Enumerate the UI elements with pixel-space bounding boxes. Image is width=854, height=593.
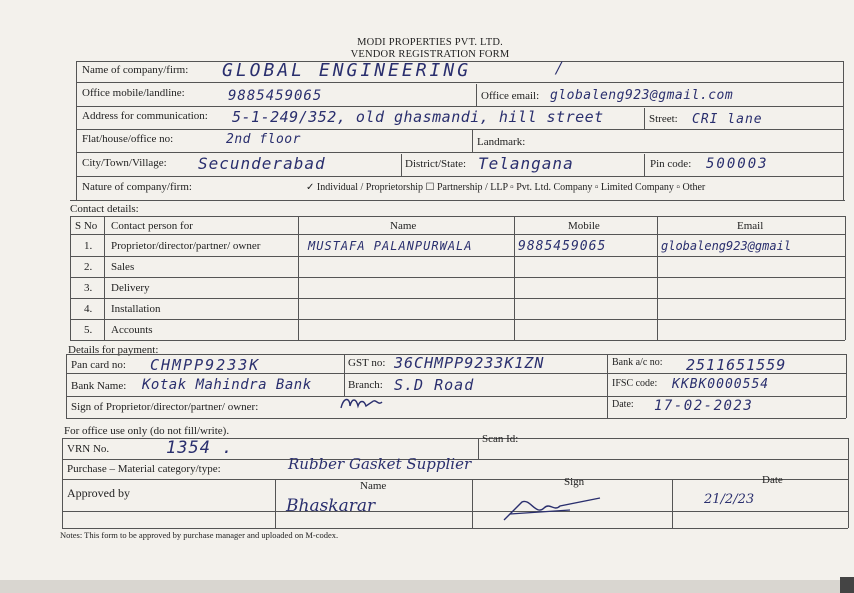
divider [70,234,845,235]
border [401,154,402,176]
approver-signature [500,496,604,524]
row-role: Accounts [111,324,153,336]
approver-date: 21/2/23 [704,492,755,507]
divider [76,176,843,177]
divider [66,396,846,397]
office-email-label: Office email: [481,90,540,102]
office-mobile-value: 9885459065 [228,88,323,104]
flat-label: Flat/house/office no: [82,133,174,145]
purchase-label: Purchase – Material category/type: [67,463,221,475]
row-sno: 2. [84,261,93,273]
border [472,479,473,528]
approver-name-header: Name [360,480,387,492]
row-name: MUSTAFA PALANPURWALA [308,239,473,253]
branch-label: Branch: [348,379,383,391]
checkmark-icon: / [556,58,562,77]
divider [70,200,845,201]
border [66,354,67,418]
border [846,354,847,418]
office-email-value: globaleng923@gmail.com [550,88,734,103]
border [298,216,299,340]
divider [62,528,848,529]
border [657,216,658,340]
scan-edge-shadow [840,577,854,593]
divider [70,319,845,320]
row-role: Proprietor/director/partner/ owner [111,240,261,252]
company-header: MODI PROPERTIES PVT. LTD. [357,37,503,48]
address-value: 5-1-249/352, old ghasmandi, hill street [232,108,604,126]
purchase-value: Rubber Gasket Supplier [288,455,472,473]
col-header-name: Name [390,220,417,232]
border [843,61,844,200]
nature-label: Nature of company/firm: [82,181,192,193]
col-header-email: Email [737,220,764,232]
approved-by-label: Approved by [67,486,130,500]
border [845,216,846,340]
city-label: City/Town/Village: [82,157,167,169]
notes: Notes: This form to be approved by purchase manager and uploaded on M-codex. [60,530,339,540]
row-sno: 5. [84,324,93,336]
bank-name-label: Bank Name: [71,380,127,392]
pin-value: 500003 [706,156,769,172]
company-name-value: GLOBAL ENGINEERING [222,60,472,81]
vrn-label: VRN No. [67,443,110,455]
border [607,354,608,418]
contact-section-label: Contact details: [70,203,139,215]
company-name-label: Name of company/firm: [82,64,189,76]
border [672,479,673,528]
divider [70,277,845,278]
vrn-value: 1354 . [166,438,234,458]
border [644,154,645,176]
bank-account-label: Bank a/c no: [612,357,663,368]
row-mobile: 9885459065 [518,239,607,254]
gst-value: 36CHMPP9233K1ZN [394,354,545,372]
ifsc-value: KKBK0000554 [672,377,770,392]
city-value: Secunderabad [198,154,326,173]
col-header-sno: S No [75,220,98,232]
district-value: Telangana [478,154,574,173]
bank-name-value: Kotak Mahindra Bank [142,377,312,393]
divider [70,256,845,257]
divider [62,479,848,480]
flat-value: 2nd floor [226,132,301,147]
date-value: 17-02-2023 [654,398,754,414]
gst-label: GST no: [348,357,386,369]
street-value: CRI lane [692,112,763,127]
divider [70,340,845,341]
pan-label: Pan card no: [71,359,126,371]
divider [76,106,843,107]
divider [76,129,843,130]
border [62,438,63,528]
approver-name: Bhaskarar [286,496,376,516]
office-section-label: For office use only (do not fill/write). [64,425,230,437]
nature-options: ✓ Individual / Proprietorship ☐ Partnership / LLP ▫ Pvt. Ltd. Company ▫ Limited Company ▫ Other [306,182,706,193]
owner-sign-label: Sign of Proprietor/director/partner/ owner: [71,401,259,413]
pan-value: CHMPP9233K [150,356,261,374]
divider [66,418,846,419]
payment-section-label: Details for payment: [68,344,159,356]
col-header-role: Contact person for [111,220,193,232]
border [472,130,473,152]
divider [62,511,848,512]
bank-account-value: 2511651559 [686,356,787,374]
divider [76,82,843,83]
ifsc-label: IFSC code: [612,378,658,389]
pin-label: Pin code: [650,158,692,170]
border [514,216,515,340]
divider [76,152,843,153]
landmark-label: Landmark: [477,136,526,148]
branch-value: S.D Road [394,376,475,394]
border [344,354,345,396]
row-email: globaleng923@gmail [661,239,792,253]
date-label: Date: [612,399,634,410]
office-mobile-label: Office mobile/landline: [82,87,185,99]
border [478,438,479,459]
border [644,108,645,130]
col-header-mobile: Mobile [568,220,600,232]
border [848,438,849,528]
border [476,84,477,106]
approver-date-header: Date [762,474,783,486]
address-label: Address for communication: [82,110,208,122]
row-sno: 3. [84,282,93,294]
scan-id-label: Scan Id: [482,433,519,445]
street-label: Street: [649,113,678,125]
form-title: VENDOR REGISTRATION FORM [350,49,510,60]
district-label: District/State: [405,158,467,170]
border [275,479,276,528]
border [70,216,71,340]
row-sno: 1. [84,240,93,252]
row-role: Delivery [111,282,150,294]
divider [70,298,845,299]
approver-sign-header: Sign [564,476,585,488]
owner-signature [338,394,388,414]
border [104,216,105,340]
divider [70,216,845,217]
row-role: Sales [111,261,135,273]
border [76,61,77,200]
row-role: Installation [111,303,161,315]
row-sno: 4. [84,303,93,315]
